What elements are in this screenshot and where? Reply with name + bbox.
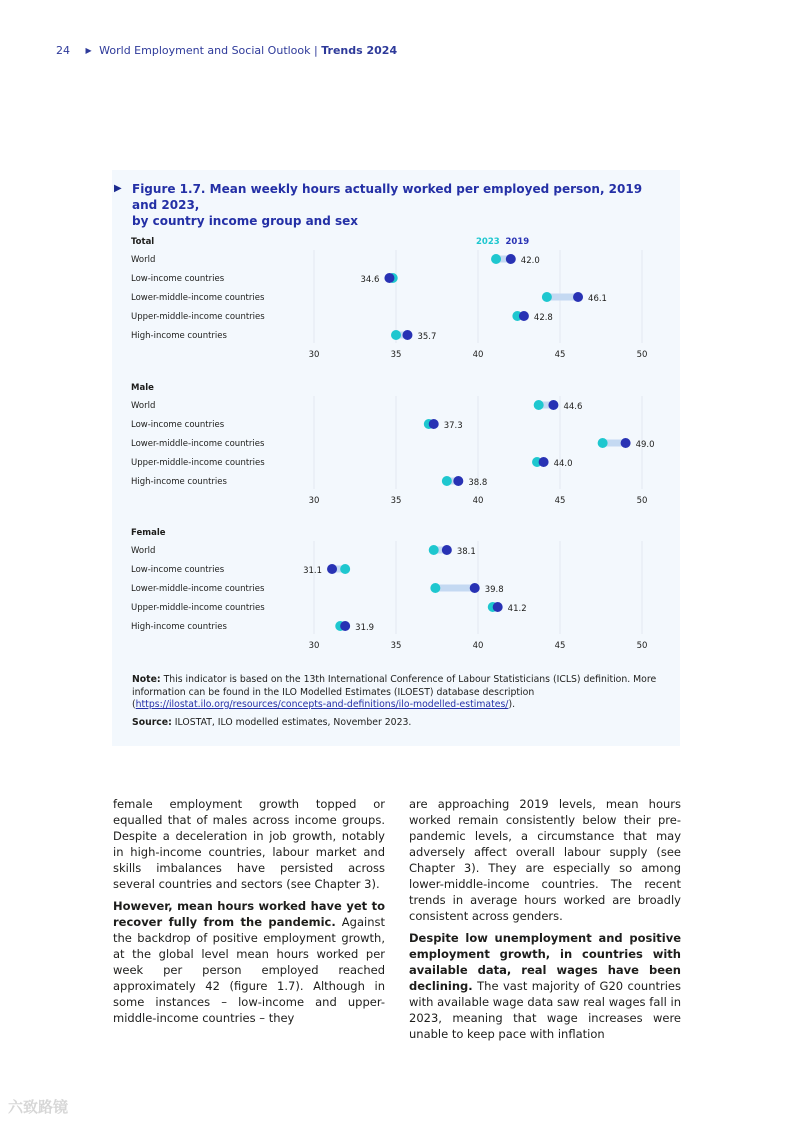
panel-title-total: Total	[131, 237, 155, 247]
data-label: 34.6	[360, 275, 380, 285]
figure-title-line1: Figure 1.7. Mean weekly hours actually worked per employed person, 2019 and 2023,	[132, 182, 643, 212]
data-label: 35.7	[417, 332, 437, 342]
dot-2023	[534, 400, 544, 410]
row-label: World	[131, 401, 156, 411]
note-text: This indicator is based on the 13th International Conference of Labour Statisticians (ICLS) definition. More information can be found in the ILO Modelled Estimates (ILOEST) database description (	[132, 674, 657, 710]
figure-1-7	[112, 170, 680, 746]
paragraph	[113, 898, 385, 1026]
paragraph-text: Against the backdrop of positive employment growth, at the global level mean hours worked per week per person employed reached approximately 42 (figure 1.7). Although in some instances – low-income and upper-middle-income countries – they	[113, 915, 385, 1025]
dot-2019	[493, 602, 503, 612]
data-label: 41.2	[507, 604, 527, 614]
x-tick-label: 30	[308, 641, 320, 651]
paragraph: are approaching 2019 levels, mean hours worked remain consistently below their pre-pandemic levels, a circumstance that may adversely affect overall labour supply (see Chapter 3). They are especially so among lower-middle-income countries. The recent trends in average hours worked are broadly consistent across genders.	[409, 797, 681, 923]
dot-2023	[542, 292, 552, 302]
x-tick-label: 35	[390, 641, 402, 651]
dot-2019	[453, 476, 463, 486]
panel-title-female: Female	[131, 528, 166, 538]
body-column-left	[113, 796, 385, 1032]
dot-plot-chart	[112, 170, 680, 670]
data-label: 42.8	[533, 313, 553, 323]
x-tick-label: 50	[636, 496, 648, 506]
data-label: 42.0	[520, 256, 540, 266]
triangle-icon: ▶	[85, 46, 92, 55]
panel-title-male: Male	[131, 383, 154, 393]
note-link[interactable]: https://ilostat.ilo.org/resources/concepts-and-definitions/ilo-modelled-estimates/	[135, 699, 509, 710]
row-label: Lower-middle-income countries	[131, 584, 265, 594]
x-tick-label: 40	[472, 350, 484, 360]
dot-2019	[573, 292, 583, 302]
dot-2023	[340, 564, 350, 574]
data-label: 31.9	[355, 623, 375, 633]
dot-2019	[402, 330, 412, 340]
dot-2019	[506, 254, 516, 264]
header-separator: |	[314, 44, 318, 57]
row-label: Upper-middle-income countries	[131, 312, 265, 322]
dot-2019	[429, 419, 439, 429]
watermark: 六致路镜	[8, 1098, 69, 1116]
x-tick-label: 45	[554, 496, 566, 506]
data-label: 49.0	[635, 440, 655, 450]
dot-2023	[429, 545, 439, 555]
data-label: 37.3	[443, 421, 463, 431]
paragraph-text: The vast majority of G20 countries with available wage data saw real wages fall in 2023, meaning that wage increases were unable to keep pace with inflation	[409, 979, 681, 1041]
x-tick-label: 35	[390, 496, 402, 506]
dot-2023	[430, 583, 440, 593]
data-label: 39.8	[484, 585, 504, 595]
dot-2023	[391, 330, 401, 340]
x-tick-label: 30	[308, 350, 320, 360]
data-label: 46.1	[588, 294, 607, 304]
dot-2019	[340, 621, 350, 631]
bold-lead: Despite low unemployment and positive employment growth, in countries with available data, real wages have been declining.	[409, 931, 681, 993]
row-label: Lower-middle-income countries	[131, 439, 265, 449]
dot-2019	[621, 438, 631, 448]
x-tick-label: 45	[554, 641, 566, 651]
dot-2019	[519, 311, 529, 321]
row-label: Low-income countries	[131, 420, 225, 430]
row-label: Lower-middle-income countries	[131, 293, 265, 303]
note-label: Note:	[132, 674, 161, 685]
data-label: 44.6	[563, 402, 583, 412]
data-label: 38.1	[456, 547, 476, 557]
figure-title-line2: by country income group and sex	[132, 214, 359, 228]
row-label: High-income countries	[131, 477, 227, 487]
edition-title: Trends 2024	[321, 44, 398, 57]
data-label: 31.1	[303, 566, 323, 576]
dot-2023	[598, 438, 608, 448]
row-label: Upper-middle-income countries	[131, 603, 265, 613]
running-header	[56, 44, 397, 57]
dot-2019	[548, 400, 558, 410]
row-label: Low-income countries	[131, 565, 225, 575]
bold-lead: However, mean hours worked have yet to recover fully from the pandemic.	[113, 899, 385, 929]
dot-2019	[327, 564, 337, 574]
x-tick-label: 40	[472, 641, 484, 651]
dot-2023	[442, 476, 452, 486]
row-label: World	[131, 255, 156, 265]
x-tick-label: 35	[390, 350, 402, 360]
row-label: High-income countries	[131, 331, 227, 341]
paragraph: female employment growth topped or equalled that of males across income groups. Despite a deceleration in job growth, notably in high-income countries, labour market and skills imbalances have persisted across several countries and sectors (see Chapter 3).	[113, 797, 385, 891]
dot-2019	[442, 545, 452, 555]
page-number: 24	[56, 44, 70, 57]
x-tick-label: 50	[636, 641, 648, 651]
source-label: Source:	[132, 717, 172, 728]
data-label: 38.8	[468, 478, 488, 488]
dot-2019	[384, 273, 394, 283]
x-tick-label: 50	[636, 350, 648, 360]
dot-2023	[491, 254, 501, 264]
row-label: World	[131, 546, 156, 556]
figure-note	[132, 674, 662, 712]
triangle-icon: ▶	[114, 183, 122, 194]
data-label: 44.0	[553, 459, 573, 469]
x-tick-label: 40	[472, 496, 484, 506]
note-end: ).	[508, 699, 516, 710]
legend-2019: 2019	[505, 237, 530, 247]
x-tick-label: 45	[554, 350, 566, 360]
source-text: ILOSTAT, ILO modelled estimates, November 2023.	[174, 717, 412, 728]
paragraph	[409, 930, 681, 1042]
x-tick-label: 30	[308, 496, 320, 506]
publication-title: World Employment and Social Outlook	[99, 44, 311, 57]
row-label: Low-income countries	[131, 274, 225, 284]
dot-2019	[539, 457, 549, 467]
body-column-right	[409, 796, 681, 1048]
row-label: High-income countries	[131, 622, 227, 632]
legend-2023: 2023	[476, 237, 500, 247]
dot-2019	[470, 583, 480, 593]
figure-source	[132, 717, 411, 728]
row-label: Upper-middle-income countries	[131, 458, 265, 468]
